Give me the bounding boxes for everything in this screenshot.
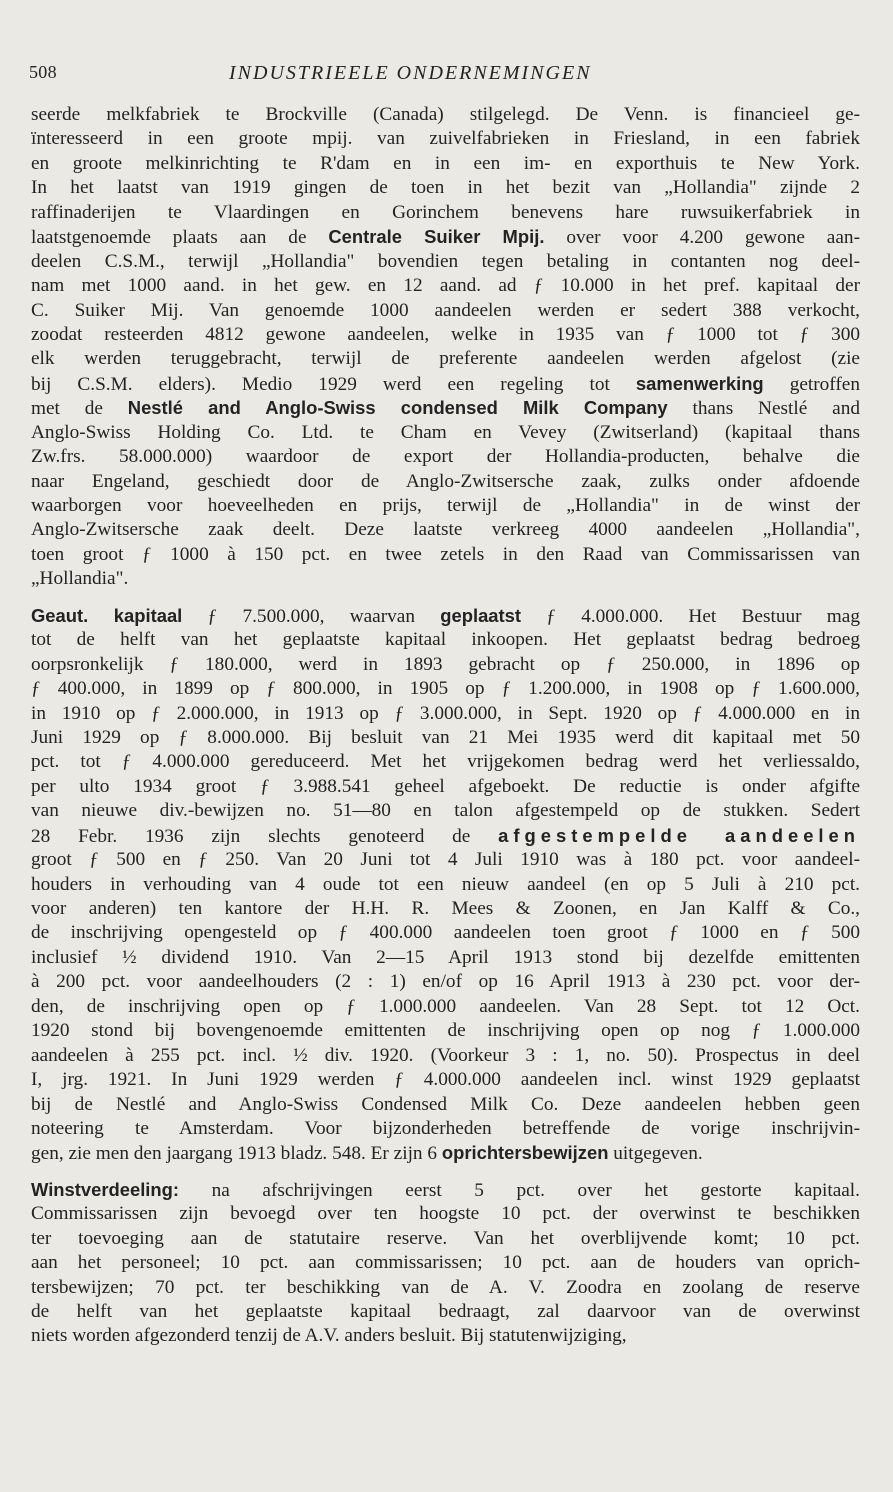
text-run: ƒ 4.000.000. Het Bestuur mag [521, 605, 860, 627]
text-line [31, 1276, 860, 1300]
text-line [31, 372, 860, 396]
text-run: uitgegeven. [608, 1143, 703, 1165]
page-number: 508 [29, 62, 57, 82]
text-line [31, 995, 860, 1019]
text-run: gen, zie men den jaargang 1913 bladz. 548. Er zijn 6 [31, 1143, 442, 1165]
bold-term: samenwerking [635, 372, 764, 394]
text-line [31, 897, 860, 921]
text-run: inclusief ½ dividend 1910. Van 2—15 April 1913 stond bij dezelfde emittenten [31, 946, 860, 968]
text-run: groot ƒ 500 en ƒ 250. Van 20 Juni tot 4 Juli 1910 was à 180 pct. voor aandeel- [31, 849, 860, 871]
bold-term: Centrale Suiker Mpij. [328, 226, 545, 248]
text-run: bij C.S.M. elders). Medio 1929 werd een regeling tot [31, 373, 636, 395]
text-run: aandeelen à 255 pct. incl. ½ div. 1920. (Voorkeur 3 : 1, no. 50). Prospectus in deel [31, 1044, 860, 1066]
text-run: houders in verhouding van 4 oude tot een nieuw aandeel (en op 5 Juli à 210 pct. [31, 873, 860, 895]
text-run: Commissarissen zijn bevoegd over ten hoogste 10 pct. der overwinst te beschikken [31, 1203, 860, 1225]
text-run: oorpsronkelijk ƒ 180.000, werd in 1893 gebracht op ƒ 250.000, in 1896 op [31, 653, 860, 675]
running-head: INDUSTRIEELE ONDERNEMINGEN [229, 62, 592, 84]
text-run: toen groot ƒ 1000 à 150 pct. en twee zetels in den Raad van Commissarissen van [31, 543, 860, 565]
text-line [31, 873, 860, 897]
text-run: noteering te Amsterdam. Voor bijzonderheden betreffende de vorige inschrijvin- [31, 1117, 860, 1139]
text-run: 1920 stond bij bovengenoemde emittenten de inschrijving open op nog ƒ 1.000.000 [31, 1020, 860, 1042]
text-line [31, 921, 860, 945]
text-run: tot de helft van het geplaatste kapitaal inkoopen. Het geplaatst bedrag bedroeg [31, 629, 860, 651]
text-run: tersbewijzen; 70 pct. ter beschikking van de A. V. Zoodra en zoolang de reserve [31, 1276, 860, 1298]
text-run: ƒ 400.000, in 1899 op ƒ 800.000, in 1905 op ƒ 1.200.000, in 1908 op ƒ 1.600.000, [31, 678, 860, 700]
text-line [31, 1117, 860, 1141]
text-run: aan het personeel; 10 pct. aan commissarissen; 10 pct. aan de houders van oprich- [31, 1252, 860, 1274]
text-line [31, 567, 860, 591]
text-line [31, 848, 860, 872]
text-line [31, 274, 860, 298]
text-line [31, 103, 860, 127]
text-run: Juni 1929 op ƒ 8.000.000. Bij besluit van 21 Mei 1935 werd dit kapitaal met 50 [31, 726, 860, 748]
text-run: C. Suiker Mij. Van genoemde 1000 aandeelen werden er sedert 388 verkocht, [31, 299, 860, 321]
text-line [31, 1044, 860, 1068]
text-line [31, 750, 860, 774]
text-run: deelen C.S.M., terwijl „Hollandia" bovendien tegen betaling in contanten nog deel- [31, 250, 860, 272]
text-line [31, 1178, 860, 1202]
text-line [31, 518, 860, 542]
text-line [31, 176, 860, 200]
text-run: bij de Nestlé and Anglo-Swiss Condensed Milk Co. Deze aandeelen hebben geen [31, 1093, 860, 1115]
text-run: pct. tot ƒ 4.000.000 gereduceerd. Met het vrijgekomen bedrag werd het verliessaldo, [31, 751, 860, 773]
text-line [31, 970, 860, 994]
text-line [31, 726, 860, 750]
text-run: en groote melkinrichting te R'dam en in een im- en exporthuis te New York. [31, 152, 860, 174]
text-line [31, 543, 860, 567]
text-line [31, 1251, 860, 1275]
text-line [31, 250, 860, 274]
text-run: zoodat resteerden 4812 gewone aandeelen, welke in 1935 van ƒ 1000 tot ƒ 300 [31, 323, 860, 345]
text-line [31, 323, 860, 347]
text-line [31, 445, 860, 469]
text-line [31, 775, 860, 799]
text-run: In het laatst van 1919 gingen de toen in het bezit van „Hollandia" zijnde 2 [31, 177, 860, 199]
paragraph [31, 103, 860, 592]
text-run: ïnteresseerd in een groote mpij. van zuivelfabrieken in Friesland, in een fabriek [31, 128, 860, 150]
paragraph-gap [31, 1166, 860, 1178]
text-run: laatstgenoemde plaats aan de [31, 227, 329, 249]
text-line [31, 1227, 860, 1251]
text-run: van nieuwe div.-bewijzen no. 51—80 en talon afgestempeld op de stukken. Sedert [31, 800, 860, 822]
text-line [31, 347, 860, 371]
text-run: naar Engeland, geschiedt door de Anglo-Zwitsersche zaak, zulks onder afdoende [31, 470, 860, 492]
text-line [31, 677, 860, 701]
bold-term: oprichtersbewijzen [441, 1142, 609, 1164]
text-run: elk werden teruggebracht, terwijl de preferente aandeelen werden afgelost (zie [31, 348, 860, 370]
paragraph [31, 604, 860, 1166]
text-line [31, 1093, 860, 1117]
text-run: raffinaderijen te Vlaardingen en Gorinchem benevens hare ruwsuikerfabriek in [31, 201, 860, 223]
text-run: „Hollandia". [31, 568, 129, 590]
text-run: na afschrijvingen eerst 5 pct. over het gestorte kapitaal. [179, 1179, 860, 1201]
text-run: à 200 pct. voor aandeelhouders (2 : 1) en/of op 16 April 1913 à 230 pct. voor der- [31, 971, 860, 993]
text-line [31, 470, 860, 494]
text-run: thans Nestlé and [667, 398, 860, 420]
text-run: Anglo-Zwitsersche zaak deelt. Deze laatste verkreeg 4000 aandeelen „Hollandia", [31, 519, 860, 541]
text-run: nam met 1000 aand. in het gew. en 12 aand. ad ƒ 10.000 in het pref. kapitaal der [31, 275, 860, 297]
text-run: per ulto 1934 groot ƒ 3.988.541 geheel afgeboekt. De reductie is onder afgifte [31, 775, 860, 797]
text-line [31, 152, 860, 176]
text-line [31, 1202, 860, 1226]
text-run: 28 Febr. 1936 zijn slechts genoteerd de [31, 825, 499, 847]
text-run: getroffen [763, 373, 860, 395]
text-run: de inschrijving opengesteld op ƒ 400.000 aandeelen toen groot ƒ 1000 en ƒ 500 [31, 922, 860, 944]
paragraph-gap [31, 592, 860, 604]
text-line [31, 702, 860, 726]
text-line [31, 201, 860, 225]
text-line [31, 494, 860, 518]
text-line [31, 799, 860, 823]
bold-term: Winstverdeeling: [31, 1178, 180, 1200]
text-line [31, 127, 860, 151]
text-line [31, 1068, 860, 1092]
paragraph [31, 1178, 860, 1349]
bold-term: Nestlé and Anglo-Swiss condensed Milk Company [127, 397, 668, 419]
text-run: ter toevoeging aan de statutaire reserve. Van het overblijvende komt; 10 pct. [31, 1227, 860, 1249]
bold-term: afgestempelde aandeelen [498, 824, 860, 846]
text-line [31, 1300, 860, 1324]
text-run: Zw.frs. 58.000.000) waardoor de export der Hollandia-producten, behalve die [31, 446, 860, 468]
text-line [31, 421, 860, 445]
text-line [31, 824, 860, 848]
text-run: de helft van het geplaatste kapitaal bedraagt, zal daarvoor van de overwinst [31, 1301, 860, 1322]
text-line [31, 396, 860, 420]
text-run: niets worden afgezonderd tenzij de A.V. anders besluit. Bij statutenwijziging, [31, 1325, 627, 1347]
body-text [31, 103, 860, 1349]
text-run: in 1910 op ƒ 2.000.000, in 1913 op ƒ 3.000.000, in Sept. 1920 op ƒ 4.000.000 en in [31, 702, 860, 724]
text-run: over voor 4.200 gewone aan- [544, 227, 860, 249]
text-line [31, 604, 860, 628]
bold-term: geplaatst [440, 604, 522, 626]
text-line [31, 628, 860, 652]
page-header [29, 62, 861, 88]
text-line [31, 1019, 860, 1043]
text-run: seerde melkfabriek te Brockville (Canada) stilgelegd. De Venn. is financieel ge- [31, 104, 860, 125]
text-line [31, 299, 860, 323]
bold-term: Geaut. kapitaal [31, 604, 183, 626]
text-run: waarborgen voor hoeveelheden en prijs, terwijl de „Hollandia" in de winst der [31, 495, 860, 516]
text-run: met de [31, 398, 128, 420]
text-line [31, 946, 860, 970]
text-run: den, de inschrijving open op ƒ 1.000.000 aandeelen. Van 28 Sept. tot 12 Oct. [31, 995, 860, 1017]
text-line [31, 653, 860, 677]
text-run: Anglo-Swiss Holding Co. Ltd. te Cham en Vevey (Zwitserland) (kapitaal thans [31, 421, 860, 443]
text-run: I, jrg. 1921. In Juni 1929 werden ƒ 4.000.000 aandeelen incl. winst 1929 geplaatst [31, 1069, 860, 1091]
text-line [31, 1141, 860, 1165]
text-line [31, 1324, 860, 1348]
text-run: ƒ 7.500.000, waarvan [182, 605, 441, 627]
text-run: voor anderen) ten kantore der H.H. R. Mees & Zoonen, en Jan Kalff & Co., [31, 898, 860, 919]
text-line [31, 225, 860, 249]
